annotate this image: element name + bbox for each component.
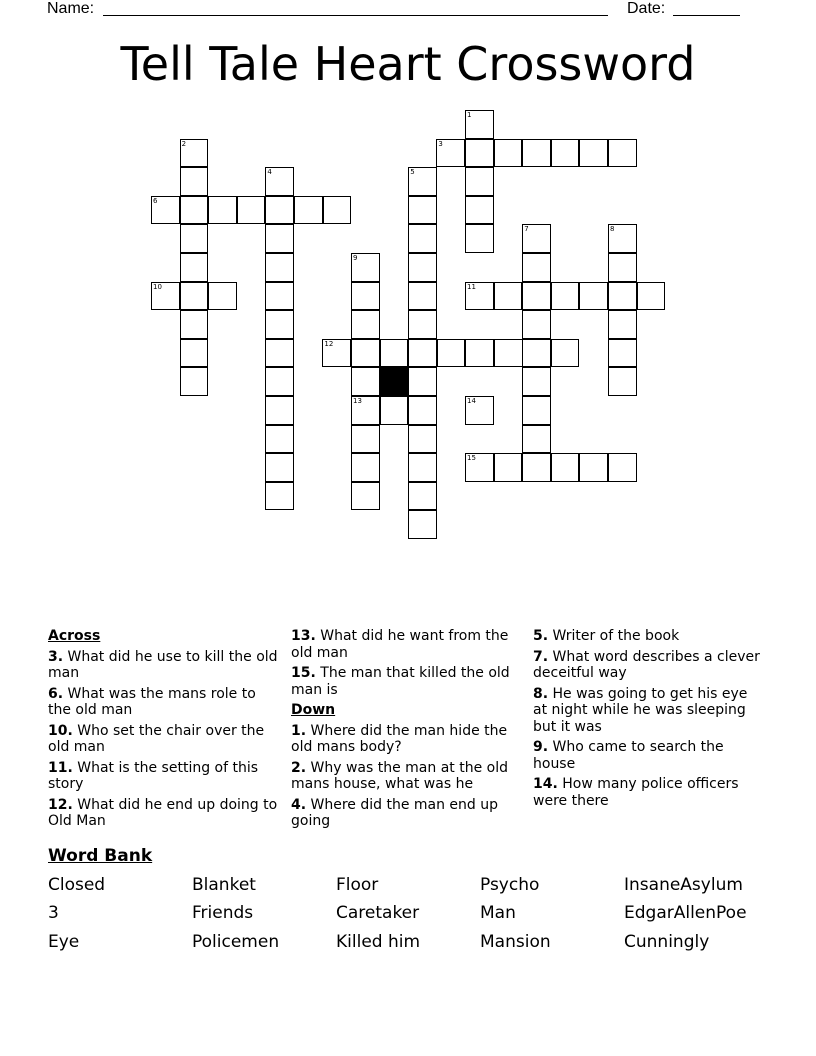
grid-cell[interactable]	[237, 196, 266, 225]
word-bank-title: Word Bank	[48, 846, 153, 866]
word-bank-item: Friends	[192, 903, 254, 923]
grid-cell[interactable]	[408, 167, 437, 196]
clue-down-4: 4. Where did the man end up going	[291, 796, 499, 829]
grid-cell[interactable]	[351, 367, 380, 396]
grid-cell[interactable]	[579, 139, 608, 168]
clues-column-1	[48, 628, 280, 834]
grid-cell[interactable]	[208, 282, 237, 311]
grid-cell[interactable]	[180, 196, 209, 225]
grid-cell[interactable]	[436, 139, 465, 168]
grid-cell[interactable]	[351, 425, 380, 454]
grid-cell[interactable]	[608, 139, 637, 168]
grid-cell[interactable]	[522, 453, 551, 482]
grid-cell[interactable]	[380, 339, 409, 368]
grid-cell[interactable]	[465, 282, 494, 311]
grid-cell[interactable]	[180, 310, 209, 339]
grid-cell[interactable]	[180, 139, 209, 168]
grid-cell[interactable]	[351, 253, 380, 282]
page-title: Tell Tale Heart Crossword	[120, 37, 696, 91]
grid-cell[interactable]	[351, 310, 380, 339]
grid-cell[interactable]	[408, 196, 437, 225]
clue-number-9: 9	[353, 254, 358, 262]
grid-cell[interactable]	[522, 224, 551, 253]
word-bank-item: Closed	[48, 875, 106, 895]
grid-cell[interactable]	[551, 453, 580, 482]
word-bank-item: Eye	[48, 932, 80, 952]
grid-cell[interactable]	[494, 139, 523, 168]
grid-cell[interactable]	[180, 339, 209, 368]
grid-cell[interactable]	[408, 253, 437, 282]
grid-cell[interactable]	[408, 310, 437, 339]
grid-cell[interactable]	[265, 396, 294, 425]
grid-cell[interactable]	[180, 224, 209, 253]
grid-cell[interactable]	[494, 339, 523, 368]
clues-column-2	[291, 628, 519, 834]
clue-down-9: 9. Who came to search the house	[533, 739, 724, 772]
grid-cell[interactable]	[522, 425, 551, 454]
grid-cell[interactable]	[265, 196, 294, 225]
grid-cell[interactable]	[408, 396, 437, 425]
grid-cell[interactable]	[351, 339, 380, 368]
clue-down-1: 1. Where did the man hide the old mans body?	[291, 722, 508, 755]
grid-cell[interactable]	[265, 310, 294, 339]
grid-cell[interactable]	[408, 224, 437, 253]
word-bank-item: EdgarAllenPoe	[624, 903, 747, 923]
grid-cell[interactable]	[408, 339, 437, 368]
clue-down-2: 2. Why was the man at the old mans house, what was he	[291, 759, 508, 792]
name-label: Name:	[47, 0, 95, 17]
grid-cell[interactable]	[465, 224, 494, 253]
grid-cell[interactable]	[208, 196, 237, 225]
grid-cell[interactable]	[351, 282, 380, 311]
clue-number-8: 8	[610, 225, 615, 234]
grid-cell[interactable]	[465, 339, 494, 368]
word-bank-item: Floor	[336, 875, 379, 895]
grid-cell[interactable]	[322, 339, 351, 368]
grid-cell[interactable]	[579, 282, 608, 311]
grid-cell[interactable]	[608, 339, 637, 368]
clue-number-3: 3	[438, 139, 443, 148]
grid-cell[interactable]	[465, 139, 494, 168]
grid-cell[interactable]	[494, 282, 523, 311]
grid-cell[interactable]	[408, 367, 437, 396]
grid-cell[interactable]	[408, 425, 437, 454]
clues-column-3	[533, 628, 763, 813]
clue-number-10: 10	[153, 282, 162, 291]
grid-cell[interactable]	[265, 425, 294, 454]
clue-down-14: 14. How many police officers were there	[533, 776, 739, 809]
grid-cell[interactable]	[408, 453, 437, 482]
clue-number-12: 12	[324, 339, 334, 348]
clue-down-7: 7. What word describes a clever deceitful way	[533, 648, 760, 681]
grid-cell[interactable]	[522, 282, 551, 311]
grid-cell[interactable]	[351, 482, 380, 511]
clue-number-5: 5	[410, 168, 415, 177]
grid-cell[interactable]	[151, 282, 180, 311]
grid-cell[interactable]	[494, 453, 523, 482]
grid-cell[interactable]	[180, 167, 209, 196]
clue-number-2: 2	[181, 139, 187, 148]
grid-cell[interactable]	[180, 282, 209, 311]
grid-cell[interactable]	[408, 482, 437, 511]
clue-across-10: 10. Who set the chair over the old man	[48, 722, 265, 755]
grid-cell[interactable]	[465, 453, 494, 482]
clue-number-13: 13	[353, 397, 362, 405]
grid-cell[interactable]	[294, 196, 323, 225]
clue-across-6: 6. What was the mans role to the old man	[48, 685, 256, 718]
clue-number-15: 15	[467, 454, 476, 463]
grid-cell[interactable]	[522, 339, 551, 368]
word-bank-item: 3	[48, 903, 59, 923]
grid-cell[interactable]	[265, 453, 294, 482]
grid-cell[interactable]	[579, 453, 608, 482]
word-bank-item: InsaneAsylum	[624, 875, 743, 895]
grid-cell[interactable]	[265, 482, 294, 511]
word-bank-item: Blanket	[192, 875, 256, 895]
word-bank-item: Caretaker	[336, 903, 420, 923]
grid-cell[interactable]	[522, 139, 551, 168]
word-bank-item: Mansion	[480, 932, 551, 952]
clue-number-6: 6	[153, 196, 158, 205]
word-bank-item: Psycho	[480, 875, 540, 895]
date-label: Date:	[627, 0, 666, 17]
grid-cell[interactable]	[551, 282, 580, 311]
clue-across-3: 3. What did he use to kill the old man	[48, 648, 278, 681]
grid-cell[interactable]	[551, 139, 580, 168]
grid-cell[interactable]	[265, 282, 294, 311]
grid-cell[interactable]	[522, 396, 551, 425]
grid-cell[interactable]	[265, 224, 294, 253]
grid-cell[interactable]	[608, 253, 637, 282]
word-bank-item: Man	[480, 903, 516, 923]
grid-cell[interactable]	[465, 110, 494, 139]
word-bank-item: Cunningly	[624, 932, 710, 952]
down-heading: Down	[291, 702, 336, 718]
grid-cell[interactable]	[465, 396, 494, 425]
clue-across-11: 11. What is the setting of this story	[48, 759, 259, 792]
grid-cell[interactable]	[608, 282, 637, 311]
grid-cell[interactable]	[180, 367, 209, 396]
grid-cell[interactable]	[608, 367, 637, 396]
grid-cell[interactable]	[551, 339, 580, 368]
grid-cell[interactable]	[522, 253, 551, 282]
grid-cell[interactable]	[265, 167, 294, 196]
clue-down-8: 8. He was going to get his eye at night while he was sleeping but it was	[533, 685, 748, 735]
grid-cell[interactable]	[265, 339, 294, 368]
across-heading: Across	[48, 628, 101, 644]
grid-cell[interactable]	[608, 224, 637, 253]
word-bank-item: Policemen	[192, 932, 280, 952]
clue-down-5: 5. Writer of the book	[533, 628, 680, 644]
grid-cell[interactable]	[608, 310, 637, 339]
grid-cell[interactable]	[465, 167, 494, 196]
grid-cell[interactable]	[151, 196, 180, 225]
clue-number-14: 14	[467, 397, 476, 405]
grid-cell[interactable]	[437, 339, 466, 368]
black-square	[380, 367, 409, 396]
grid-cell[interactable]	[408, 510, 437, 539]
clue-across-13: 13. What did he want from the old man	[291, 628, 509, 661]
grid-cell[interactable]	[265, 253, 294, 282]
grid-cell[interactable]	[180, 253, 209, 282]
grid-cell[interactable]	[408, 282, 437, 311]
grid-cell[interactable]	[351, 453, 380, 482]
clue-across-12: 12. What did he end up doing to Old Man	[48, 796, 278, 829]
clue-number-1: 1	[467, 111, 472, 119]
grid-cell[interactable]	[637, 282, 666, 311]
clue-across-15: 15. The man that killed the old man is	[291, 665, 510, 698]
grid-cell[interactable]	[351, 396, 380, 425]
clue-number-7: 7	[524, 225, 529, 234]
grid-cell[interactable]	[265, 367, 294, 396]
grid-cell[interactable]	[323, 196, 352, 225]
grid-cell[interactable]	[522, 310, 551, 339]
grid-cell[interactable]	[608, 453, 637, 482]
clue-number-4: 4	[267, 168, 272, 177]
grid-cell[interactable]	[465, 196, 494, 225]
grid-cell[interactable]	[522, 367, 551, 396]
grid-cell[interactable]	[380, 396, 409, 425]
clue-number-11: 11	[467, 282, 476, 291]
word-bank-item: Killed him	[336, 932, 421, 952]
